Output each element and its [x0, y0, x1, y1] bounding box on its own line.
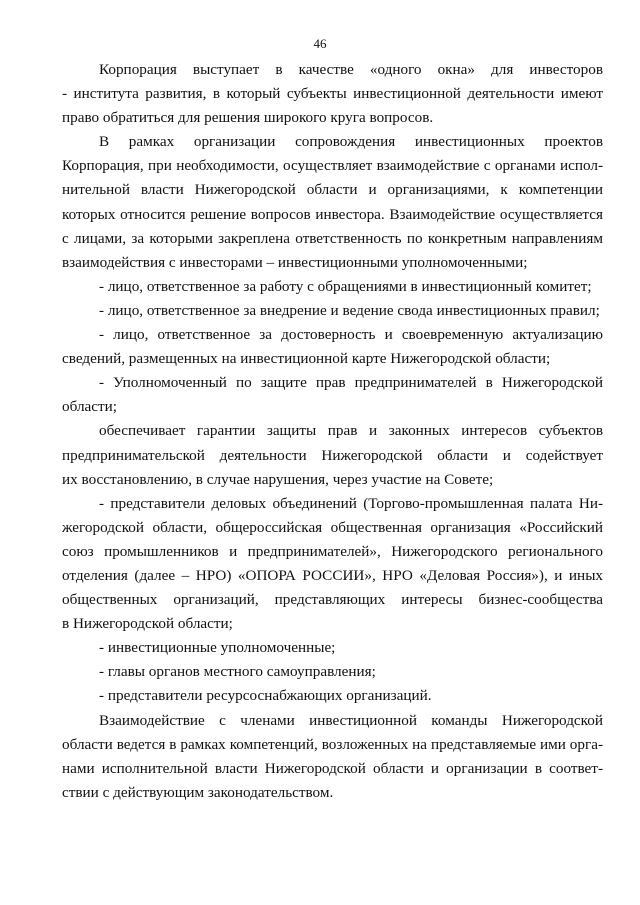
- text-line: жегородской области, общероссийская общественная организация «Российский: [62, 518, 603, 536]
- body-text: [62, 58, 603, 805]
- list-item: - представители деловых объединений (Торгово-промышленная палата Ни-: [99, 494, 603, 512]
- text-line: Корпорация выступает в качестве «одного окна» для инвесторов: [99, 61, 603, 78]
- text-line: предпринимательской деятельности Нижегородской области и содействует: [62, 446, 603, 464]
- list-item: - главы органов местного самоуправления;: [99, 663, 376, 681]
- text-line: которых относится решение вопросов инвестора. Взаимодействие осуществляется: [62, 205, 603, 223]
- text-line: Взаимодействие с членами инвестиционной команды Нижегородской: [99, 711, 603, 729]
- text-line: отделения (далее – НРО) «ОПОРА РОССИИ», НРО «Деловая Россия»), и иных: [62, 566, 603, 584]
- list-item: - Уполномоченный по защите прав предпринимателей в Нижегородской: [99, 374, 603, 392]
- text-line: взаимодействия с инвесторами – инвестиционными уполномоченными;: [62, 253, 528, 271]
- list-item: - лицо, ответственное за достоверность и своевременную актуализацию: [99, 326, 603, 344]
- list-item: - лицо, ответственное за работу с обращениями в инвестиционный комитет;: [99, 277, 592, 295]
- text-line: - института развития, в который субъекты инвестиционной деятельности имеют: [62, 85, 603, 103]
- text-line: право обратиться для решения широкого круга вопросов.: [62, 109, 434, 127]
- text-line: их восстановлению, в случае нарушения, через участие на Совете;: [62, 470, 494, 488]
- text-line: нами исполнительной власти Нижегородской области и организации в соответ-: [62, 759, 603, 777]
- text-line: В рамках организации сопровождения инвестиционных проектов: [99, 133, 603, 151]
- page-number: 46: [313, 36, 327, 51]
- text-line: области ведется в рамках компетенций, возложенных на представляемые ими орга-: [62, 735, 603, 753]
- text-line: области;: [62, 398, 117, 416]
- list-item: - представители ресурсоснабжающих организаций.: [99, 687, 432, 705]
- list-item: - лицо, ответственное за внедрение и ведение свода инвестиционных правил;: [99, 301, 600, 319]
- text-line: ствии с действующим законодательством.: [62, 783, 334, 801]
- text-line: нительной власти Нижегородской области и организациями, к компетенции: [62, 181, 603, 199]
- text-line: союз промышленников и предпринимателей», Нижегородского регионального: [62, 542, 603, 560]
- text-line: с лицами, за которыми закреплена ответственность по конкретным направлениям: [62, 229, 603, 247]
- text-line: в Нижегородской области;: [62, 615, 233, 633]
- text-line: сведений, размещенных на инвестиционной карте Нижегородской области;: [62, 350, 551, 368]
- text-line: Корпорация, при необходимости, осуществляет взаимодействие с органами испол-: [62, 157, 603, 175]
- text-line: общественных организаций, представляющих интересы бизнес-сообщества: [62, 591, 603, 609]
- text-line: обеспечивает гарантии защиты прав и законных интересов субъектов: [99, 422, 603, 440]
- list-item: - инвестиционные уполномоченные;: [99, 639, 336, 657]
